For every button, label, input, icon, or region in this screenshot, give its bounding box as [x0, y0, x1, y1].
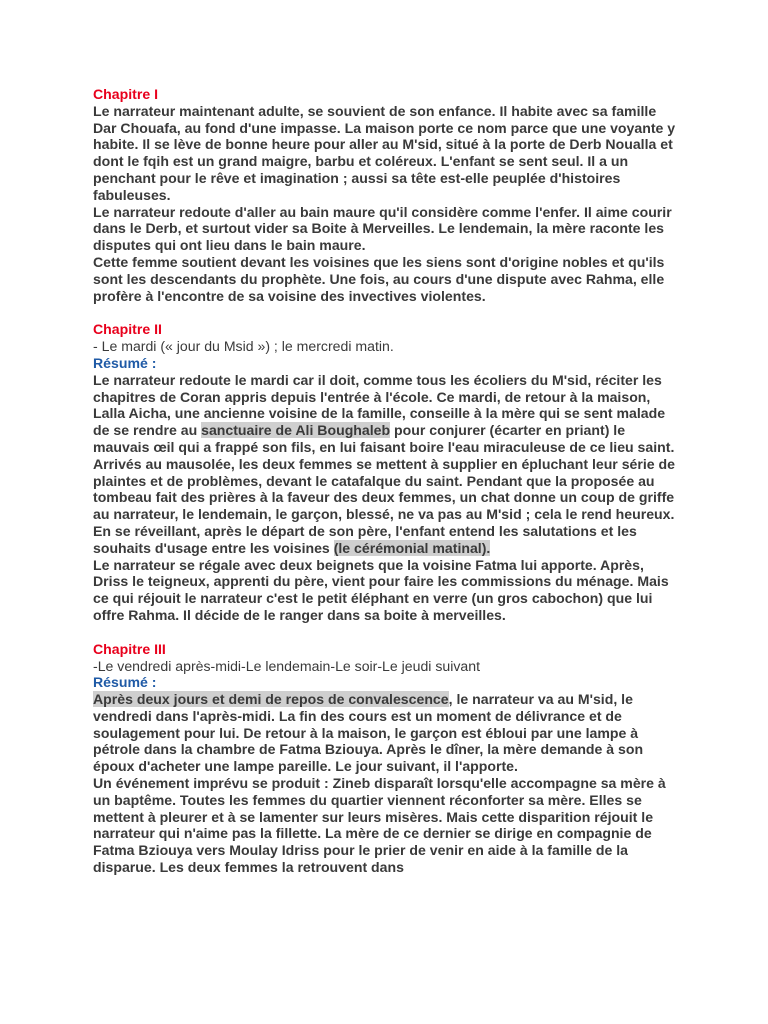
chapter-2-text-b: pour conjurer (écarter en priant) le mauvais œil qui a frappé son fils, en lui faisant boire l'eau miraculeuse de ce lieu saint. Arrivés au mausolée, les deux femmes se mettent à supplier en épluchant leur série de plaintes et de problèmes, devant le catafalque du saint. Pendant que la proposée au tombeau fait des prières à la faveur des deux femmes, un chat donne un coup de griffe au narrateur, le lendemain, le garçon, blessé, ne va pas au M'sid ; cela le rend heureux. En se réveillant, après le départ de son père, l'enfant entend les salutations et les souhaits d'usage entre les voisines — [93, 422, 675, 556]
chapter-1-title: Chapitre I — [93, 86, 158, 102]
chapter-3-resume-label: Résumé : — [93, 674, 157, 691]
chapter-2-resume-label: Résumé : — [93, 354, 157, 371]
chapter-3-text-a: , le narrateur va au M'sid, le vendredi dans l'après-midi. La fin des cours est un moment de délivrance et de soulagement pour lui. De retour à la maison, le garçon est ébloui par une lampe à pétrole dans la chambre de Fatma Bziouya. Après le dîner, la mère demande à son époux d'acheter une lampe pareille. Le jour suivant, il l'apporte. — [93, 691, 644, 775]
chapter-2-text-a: Le narrateur redoute le mardi car il doit, comme tous les écoliers du M'sid, réciter les chapitres de Coran appris depuis l'entrée à l'école. Ce mardi, de retour à la maison, Lalla Aicha, une ancienne voisine de la famille, conseille à la mère qui se sent malade de se rendre au — [93, 371, 666, 439]
document-body — [93, 86, 683, 876]
chapter-2-paragraph-1 — [93, 372, 683, 557]
chapter-1-paragraph-3: Cette femme soutient devant les voisines que les siens sont d'origine nobles et qu'ils sont les descendants du prophète. Une fois, au cours d'une dispute avec Rahma, elle profère à l'encontre de sa voisine des invectives violentes. — [93, 253, 665, 304]
section-gap — [93, 304, 683, 321]
chapter-3-title: Chapitre III — [93, 640, 166, 657]
section-gap — [93, 624, 683, 641]
chapter-1-paragraph-2: Le narrateur redoute d'aller au bain maure qu'il considère comme l'enfer. Il aime courir dans le Derb, et surtout vider sa Boite à Merveilles. Le lendemain, la mère raconte les disputes qui ont lieu dans le bain maure. — [93, 203, 672, 254]
chapter-3-highlight-1: Après deux jours et demi de repos de convalescence — [93, 691, 449, 708]
chapter-2-highlight-1: sanctuaire de Ali Boughaleb — [201, 422, 391, 439]
chapter-3-subtitle: -Le vendredi après-midi-Le lendemain-Le soir-Le jeudi suivant — [93, 657, 481, 674]
chapter-3-paragraph-2: Un événement imprévu se produit : Zineb disparaît lorsqu'elle accompagne sa mère à un baptême. Toutes les femmes du quartier viennent réconforter sa mère. Elles se mettent à pleurer et à se lamenter sur leurs misères. Mais cette disparition réjouit le narrateur qui n'aime pas la fillette. La mère de ce dernier se dirige en compagnie de Fatma Bziouya vers Moulay Idriss pour le prier de venir en aide à la famille de la disparue. Les deux femmes la retrouvent dans — [93, 775, 666, 876]
chapter-3-paragraph-1 — [93, 691, 683, 775]
chapter-2-title: Chapitre II — [93, 321, 162, 338]
chapter-2-paragraph-2: Le narrateur se régale avec deux beignets que la voisine Fatma lui apporte. Après, Driss le teigneux, apprenti du père, vient pour faire les commissions du ménage. Mais ce qui réjouit le narrateur c'est le petit éléphant en verre (un gros cabochon) que lui offre Rahma. Il décide de le ranger dans sa boite à merveilles. — [93, 556, 669, 623]
chapter-2-highlight-2: (le cérémonial matinal). — [333, 539, 491, 556]
chapter-1-paragraph-1: Le narrateur maintenant adulte, se souvient de son enfance. Il habite avec sa famille Dar Chouafa, au fond d'une impasse. La maison porte ce nom parce que une voyante y habite. Il se lève de bonne heure pour aller au M'sid, situé à la porte de Derb Noualla et dont le fqih est un grand maigre, barbu et coléreux. L'enfant se sent seul. Il a un penchant pour le rêve et imagination ; aussi sa tête est-elle peuplée d'histoires fabuleuses. — [93, 102, 676, 203]
chapter-2-subtitle: - Le mardi (« jour du Msid ») ; le mercredi matin. — [93, 338, 394, 355]
